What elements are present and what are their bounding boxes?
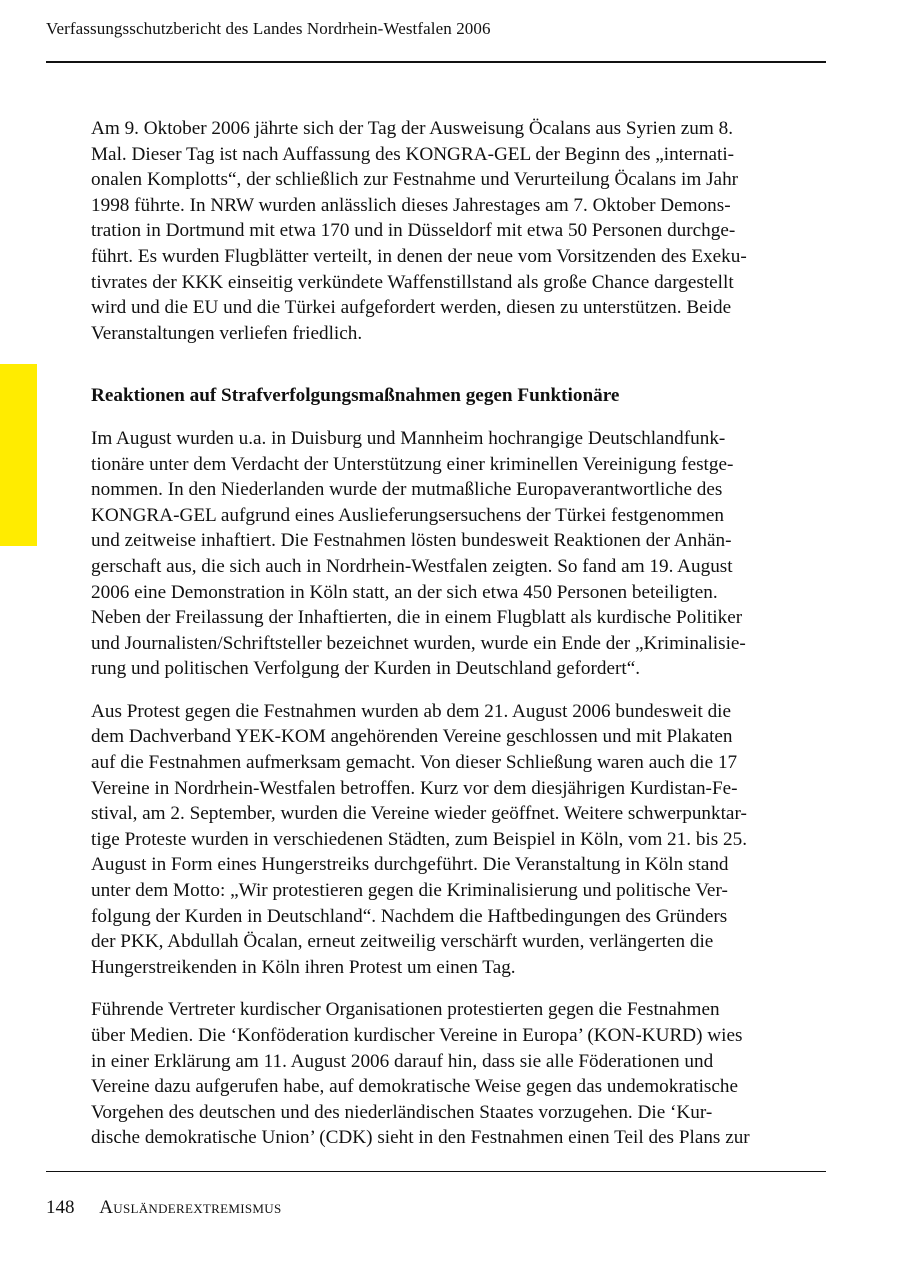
text-line: über Medien. Die ‘Konföderation kurdischer Vereine in Europa’ (KON-KURD) wies	[91, 1025, 743, 1046]
text-line: folgung der Kurden in Deutschland“. Nachdem die Haftbedingungen des Gründers	[91, 905, 728, 927]
text-line: Hungerstreikenden in Köln ihren Protest um einen Tag.	[91, 956, 516, 978]
paragraph-3	[91, 699, 831, 981]
page-footer	[46, 1196, 281, 1220]
section-heading: Reaktionen auf Strafverfolgungsmaßnahmen gegen Funktionäre	[91, 385, 620, 407]
chapter-marker	[0, 364, 37, 546]
header-rule	[46, 61, 826, 63]
text-line: wird und die EU und die Türkei aufgefordert werden, diesen zu unterstützen. Beide	[91, 297, 732, 319]
text-line: führt. Es wurden Flugblätter verteilt, in denen der neue vom Vorsitzenden des Exeku-	[91, 245, 747, 267]
text-line: tration in Dortmund mit etwa 170 und in Düsseldorf mit etwa 50 Personen durchge-	[91, 220, 736, 242]
text-line: dische demokratische Union’ (CDK) sieht in den Festnahmen einen Teil des Plans zur	[91, 1127, 750, 1149]
text-line: KONGRA-GEL aufgrund eines Auslieferungsersuchens der Türkei festgenommen	[91, 504, 725, 526]
footer-rule	[46, 1171, 826, 1172]
section-title: Ausländerextremismus	[99, 1197, 282, 1218]
text-line: auf die Festnahmen aufmerksam gemacht. Von dieser Schließung waren auch die 17	[91, 752, 738, 774]
text-line: Mal. Dieser Tag ist nach Auffassung des KONGRA-GEL der Beginn des „internati-	[91, 143, 735, 165]
page-number: 148	[46, 1197, 75, 1218]
paragraph-2	[91, 426, 831, 682]
text-line: nommen. In den Niederlanden wurde der mutmaßliche Europaverantwortliche des	[91, 479, 723, 501]
text-line: unter dem Motto: „Wir protestieren gegen die Kriminalisierung und politische Ver-	[91, 880, 728, 902]
text-line: tionäre unter dem Verdacht der Unterstützung einer kriminellen Vereinigung festge-	[91, 453, 734, 475]
text-line: dem Dachverband YEK-KOM angehörenden Vereine geschlossen und mit Plakaten	[91, 726, 733, 748]
text-line: Am 9. Oktober 2006 jährte sich der Tag der Ausweisung Öcalans aus Syrien zum 8.	[91, 118, 734, 139]
text-line: der PKK, Abdullah Öcalan, erneut zeitweilig verschärft wurden, verlängerten die	[91, 931, 714, 953]
text-line: rung und politischen Verfolgung der Kurden in Deutschland gefordert“.	[91, 658, 641, 680]
paragraph-4	[91, 997, 831, 1151]
text-line: tige Proteste wurden in verschiedenen Städten, zum Beispiel in Köln, vom 21. bis 25.	[91, 828, 747, 850]
text-line: Vorgehen des deutschen und des niederländischen Staates vorzugehen. Die ‘Kur-	[91, 1101, 713, 1123]
text-line: 1998 führte. In NRW wurden anlässlich dieses Jahrestages am 7. Oktober Demons-	[91, 194, 731, 216]
text-line: Aus Protest gegen die Festnahmen wurden ab dem 21. August 2006 bundesweit die	[91, 700, 732, 722]
text-line: August in Form eines Hungerstreiks durchgeführt. Die Veranstaltung in Köln stand	[91, 854, 729, 876]
text-line: Führende Vertreter kurdischer Organisationen protestierten gegen die Festnahmen	[91, 999, 720, 1021]
text-line: 2006 eine Demonstration in Köln statt, an der sich etwa 450 Personen beteiligten.	[91, 581, 718, 603]
text-line: Vereine in Nordrhein-Westfalen betroffen. Kurz vor dem diesjährigen Kurdistan-Fe-	[91, 777, 738, 799]
page-body	[91, 116, 831, 1151]
text-line: stival, am 2. September, wurden die Vereine wieder geöffnet. Weitere schwerpunktar-	[91, 803, 747, 825]
paragraph-1	[91, 116, 831, 346]
text-line: Neben der Freilassung der Inhaftierten, die in einem Flugblatt als kurdische Politiker	[91, 607, 743, 629]
text-line: onalen Komplotts“, der schließlich zur Festnahme und Verurteilung Öcalans im Jahr	[91, 169, 739, 191]
text-line: in einer Erklärung am 11. August 2006 darauf hin, dass sie alle Föderationen und	[91, 1050, 714, 1072]
text-line: und zeitweise inhaftiert. Die Festnahmen lösten bundesweit Reaktionen der Anhän-	[91, 530, 732, 552]
text-line: Veranstaltungen verliefen friedlich.	[91, 322, 363, 344]
text-line: gerschaft aus, die sich auch in Nordrhein-Westfalen zeigten. So fand am 19. August	[91, 555, 733, 577]
text-line: und Journalisten/Schriftsteller bezeichnet wurden, wurde ein Ende der „Kriminalisie-	[91, 632, 746, 654]
running-header: Verfassungsschutzbericht des Landes Nordrhein-Westfalen 2006	[46, 19, 491, 38]
text-line: tivrates der KKK einseitig verkündete Waffenstillstand als große Chance dargestellt	[91, 271, 734, 293]
text-line: Vereine dazu aufgerufen habe, auf demokratische Weise gegen das undemokratische	[91, 1076, 738, 1098]
text-line: Im August wurden u.a. in Duisburg und Mannheim hochrangige Deutschlandfunk-	[91, 427, 726, 449]
